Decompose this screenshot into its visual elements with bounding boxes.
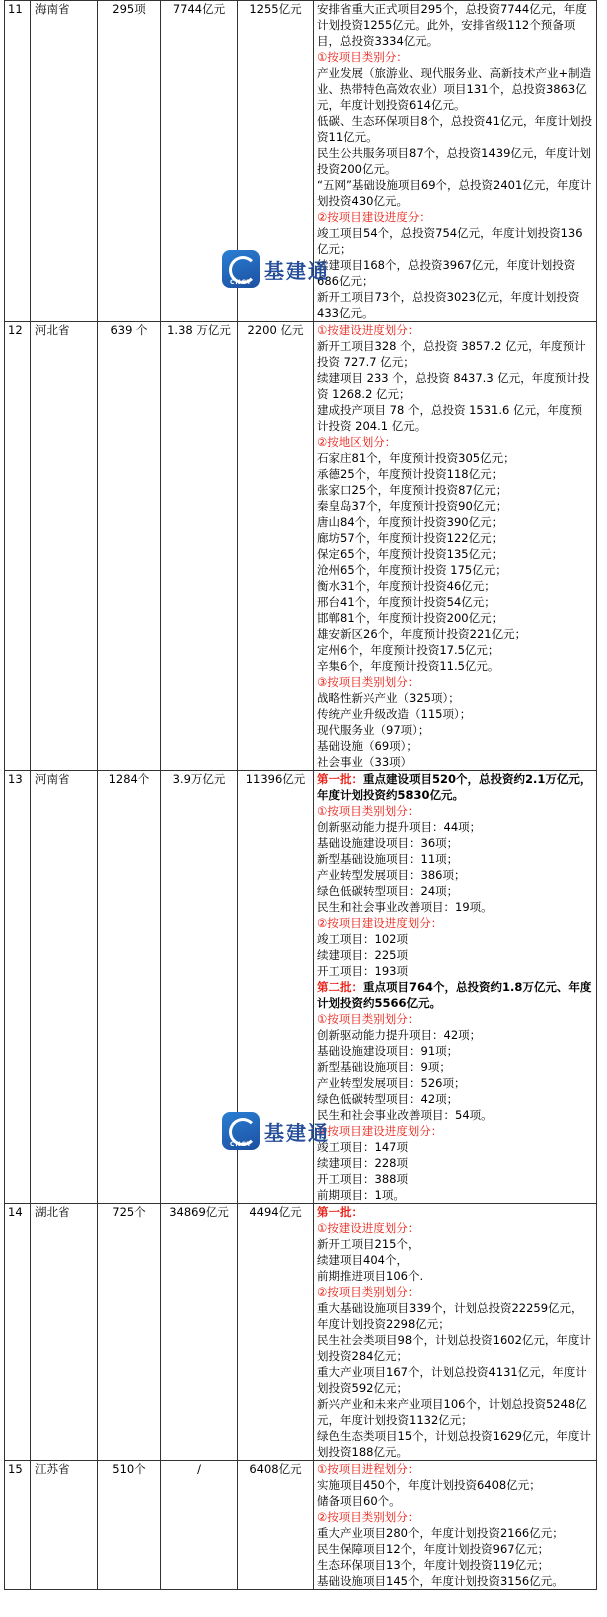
project-count: 295项 [98,1,161,322]
batch-summary: 重点项目764个，总投资约1.8万亿元、年度计划投资约5566亿元。 [317,980,592,1010]
detail-line: 石家庄81个，年度预计投资305亿元； [317,451,515,465]
category-heading: ②按项目类别划分： [317,1285,420,1299]
province-name: 江苏省 [31,1461,98,1590]
detail-line: 保定65个，年度预计投资135亿元； [317,547,504,561]
investment-table [4,0,597,1590]
detail-line: “五网”基础设施项目69个，总投资2401亿元，年度计划投资430亿元。 [317,178,592,208]
watermark-text: 基建通 [264,258,330,283]
cnct-logo-icon: CNCT [222,250,260,288]
detail-line: 建成投产项目 78 个，总投资 1531.6 亿元，年度预计投资 204.1 亿元。 [317,403,582,433]
category-heading: ②按项目建设进度分： [317,210,431,224]
detail-line: 邯郸81个，年度预计投资200亿元； [317,611,504,625]
detail-line: 衡水31个，年度预计投资46亿元； [317,579,496,593]
category-heading: ②按地区划分： [317,435,397,449]
detail-line: 开工项目：193项 [317,964,408,978]
province-name: 湖北省 [31,1204,98,1461]
detail-line: 民生公共服务项目87个，总投资1439亿元，年度计划投资200亿元。 [317,146,591,176]
project-count: 725个 [98,1204,161,1461]
project-details [314,1461,597,1590]
row-number: 15 [5,1461,31,1590]
project-details [314,1204,597,1461]
detail-line: 低碳、生态环保项目8个，总投资41亿元，年度计划投资11亿元。 [317,114,592,144]
detail-line: 辛集6个，年度预计投资11.5亿元。 [317,659,500,673]
detail-line: 现代服务业（97项）； [317,723,430,737]
detail-line: 续建项目：225项 [317,948,408,962]
annual-investment: 6408亿元 [238,1461,314,1590]
row-number: 12 [5,322,31,771]
province-name: 河南省 [31,771,98,1204]
detail-line: 战略性新兴产业（325项）； [317,691,460,705]
detail-line: 新型基础设施项目：9项； [317,1060,451,1074]
table-row [5,1,597,322]
detail-line: 秦皇岛37个，年度预计投资90亿元； [317,499,508,513]
batch-heading [317,979,593,1011]
total-investment: 3.9万亿元 [161,771,238,1204]
detail-line: 传统产业升级改造（115项）； [317,707,472,721]
total-investment: / [161,1461,238,1590]
category-heading: ③按项目类别划分： [317,675,420,689]
detail-line: 新兴产业和未来产业项目106个，计划总投资5248亿元，年度计划投资1132亿元； [317,1397,587,1427]
project-details [314,322,597,771]
detail-line: 绿色低碳转型项目：42项； [317,1092,459,1106]
row-number: 13 [5,771,31,1204]
total-investment: 34869亿元 [161,1204,238,1461]
detail-line: 生态环保项目13个，年度计划投资119亿元； [317,1558,550,1572]
annual-investment: 2200 亿元 [238,322,314,771]
cnct-logo-icon: CNCT [222,1112,260,1150]
detail-line: 续建项目：228项 [317,1156,408,1170]
detail-line: 雄安新区26个，年度预计投资221亿元； [317,627,527,641]
detail-line: 产业转型发展项目：386项； [317,868,466,882]
detail-line: 重大产业项目167个，计划总投资4131亿元，年度计划投资592亿元； [317,1365,587,1395]
detail-line: 开工项目：388项 [317,1172,408,1186]
batch-summary: 重点建设项目520个，总投资约2.1万亿元，年度计划投资约5830亿元。 [317,772,592,802]
watermark-text: 基建通 [264,1120,330,1145]
project-details [314,1,597,322]
detail-line: 续建项目404个， [317,1253,408,1267]
total-investment: 1.38 万亿元 [161,322,238,771]
annual-investment: 1255亿元 [238,1,314,322]
batch-heading [317,771,593,803]
detail-line: 民生和社会事业改善项目：19项。 [317,900,493,914]
detail-line: 产业转型发展项目：526项； [317,1076,466,1090]
detail-line: 基础设施建设项目：36项； [317,836,459,850]
category-heading: ①按建设进度划分： [317,1221,420,1235]
batch-label: 第一批： [317,772,363,786]
detail-line: 邢台41个，年度预计投资54亿元； [317,595,496,609]
detail-line: 民生社会类项目98个，计划总投资1602亿元，年度计划投资284亿元； [317,1333,591,1363]
province-name: 海南省 [31,1,98,322]
detail-line: 竣工项目：102项 [317,932,408,946]
table-row [5,771,597,1204]
row-number: 14 [5,1204,31,1461]
detail-line: 新开工项目328 个，总投资 3857.2 亿元，年度预计投资 727.7 亿元； [317,339,586,369]
category-heading: ②按项目建设进度划分： [317,916,443,930]
category-heading: ①按建设进度划分： [317,323,420,337]
detail-line: 基础设施（69项）； [317,739,418,753]
annual-investment: 4494亿元 [238,1204,314,1461]
detail-line: 廊坊57个，年度预计投资122亿元； [317,531,504,545]
detail-line: 绿色生态类项目15个，计划总投资1629亿元，年度计划投资188亿元。 [317,1429,591,1459]
category-heading: ①按项目类别分： [317,50,408,64]
category-heading: ②按项目建设进度划分： [317,1124,443,1138]
detail-line: 续建项目 233 个，总投资 8437.3 亿元，年度预计投资 1268.2 亿元； [317,371,590,401]
detail-line: 新开工项目215个， [317,1237,420,1251]
detail-line: 竣工项目54个，总投资754亿元，年度计划投资136亿元； [317,226,583,256]
detail-line: 产业发展（旅游业、现代服务业、高新技术产业+制造业、热带特色高效农业）项目131个，总投资3863亿元，年度计划投资614亿元。 [317,66,592,112]
detail-line: 新型基础设施项目：11项； [317,852,459,866]
detail-line: 安排省重大正式项目295个，总投资7744亿元，年度计划投资1255亿元。此外，安排省级112个预备项目，总投资3334亿元。 [317,2,587,48]
table-row [5,322,597,771]
project-count: 510个 [98,1461,161,1590]
detail-line: 唐山84个，年度预计投资390亿元； [317,515,504,529]
detail-line: 储备项目60个。 [317,1494,401,1508]
province-name: 河北省 [31,322,98,771]
detail-line: 前期项目：1项。 [317,1188,405,1202]
detail-line: 实施项目450个，年度计划投资6408亿元； [317,1478,541,1492]
detail-line: 承德25个，年度预计投资118亿元； [317,467,504,481]
detail-line: 新开工项目73个，总投资3023亿元，年度计划投资433亿元。 [317,290,580,320]
detail-line: 创新驱动能力提升项目：44项； [317,820,482,834]
category-heading: ①按项目类别划分： [317,1012,420,1026]
detail-line: 绿色低碳转型项目：24项； [317,884,459,898]
row-number: 11 [5,1,31,322]
batch-label: 第二批： [317,980,363,994]
category-heading: 第一批： [317,1205,363,1219]
detail-line: 社会事业（33项） [317,755,413,769]
table-row [5,1461,597,1590]
detail-line: 竣工项目：147项 [317,1140,408,1154]
detail-line: 张家口25个，年度预计投资87亿元； [317,483,508,497]
project-count: 639 个 [98,322,161,771]
total-investment: 7744亿元 [161,1,238,322]
detail-line: 重大基础设施项目339个，计划总投资22259亿元，年度计划投资2298亿元； [317,1301,583,1331]
detail-line: 民生保障项目12个，年度计划投资967亿元； [317,1542,550,1556]
detail-line: 基础设施建设项目：91项； [317,1044,459,1058]
table-row [5,1204,597,1461]
detail-line: 续建项目168个，总投资3967亿元，年度计划投资686亿元； [317,258,576,288]
detail-line: 前期推进项目106个. [317,1269,424,1283]
project-count: 1284个 [98,771,161,1204]
annual-investment: 11396亿元 [238,771,314,1204]
category-heading: ①按项目进程划分： [317,1462,420,1476]
project-details [314,771,597,1204]
detail-line: 基础设施项目145个，年度计划投资3156亿元。 [317,1574,564,1588]
detail-line: 定州6个，年度预计投资17.5亿元； [317,643,500,657]
category-heading: ①按项目类别划分： [317,804,420,818]
detail-line: 民生和社会事业改善项目：54项。 [317,1108,493,1122]
detail-line: 创新驱动能力提升项目：42项； [317,1028,482,1042]
detail-line: 重大产业项目280个，年度计划投资2166亿元； [317,1526,564,1540]
category-heading: ②按项目类别划分： [317,1510,420,1524]
detail-line: 沧州65个，年度预计投资 175亿元； [317,563,507,577]
